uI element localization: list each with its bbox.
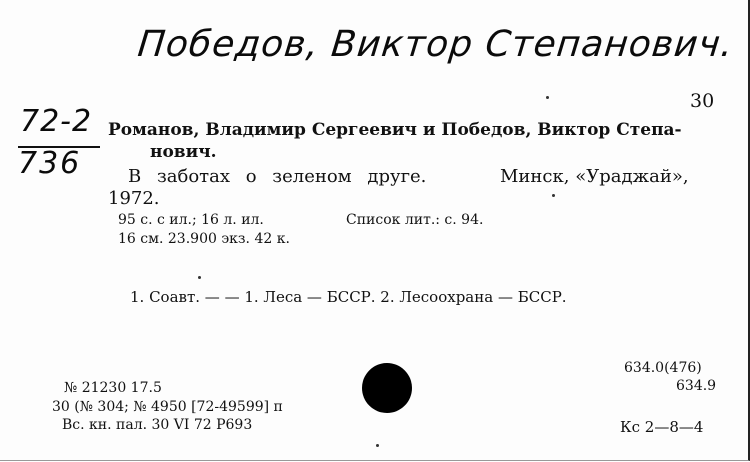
subject-headings: 1. Соавт. — — 1. Леса — БССР. 2. Лесоохрана — БССР.	[130, 288, 567, 306]
collation-line-1: 95 с. с ил.; 16 л. ил.	[118, 212, 264, 228]
punch-hole	[362, 363, 412, 413]
handwritten-author-heading: Победов, Виктор Степанович.	[135, 24, 736, 65]
publisher: Минск, «Ураджай»,	[500, 166, 689, 187]
ink-speck	[376, 444, 379, 447]
ink-speck	[552, 194, 555, 197]
entry-heading-line-1: Романов, Владимир Сергеевич и Победов, Виктор Степа-	[108, 120, 682, 140]
bbk-class: 634.9	[676, 378, 717, 394]
ink-speck	[546, 96, 549, 99]
bibliography-note: Список лит.: с. 94.	[346, 212, 484, 228]
handwritten-class-number: 72-2	[20, 104, 93, 139]
publication-year: 1972.	[108, 188, 160, 209]
card-code: Кс 2—8—4	[620, 418, 704, 436]
print-info-line-2: 30 (№ 304; № 4950 [72-49599] п	[52, 399, 283, 415]
handwritten-author-mark: 736	[18, 146, 82, 181]
book-title: В заботах о зеленом друге.	[128, 166, 427, 187]
collation-line-2: 16 см. 23.900 экз. 42 к.	[118, 231, 290, 247]
print-info-line-3: Вс. кн. пал. 30 VI 72 Р693	[62, 417, 253, 433]
entry-heading-line-2: нович.	[150, 142, 217, 162]
udc-class: 634.0(476)	[624, 360, 702, 376]
ink-speck	[198, 276, 201, 279]
page-number: 30	[690, 90, 715, 112]
print-info-line-1: № 21230 17.5	[64, 380, 162, 396]
